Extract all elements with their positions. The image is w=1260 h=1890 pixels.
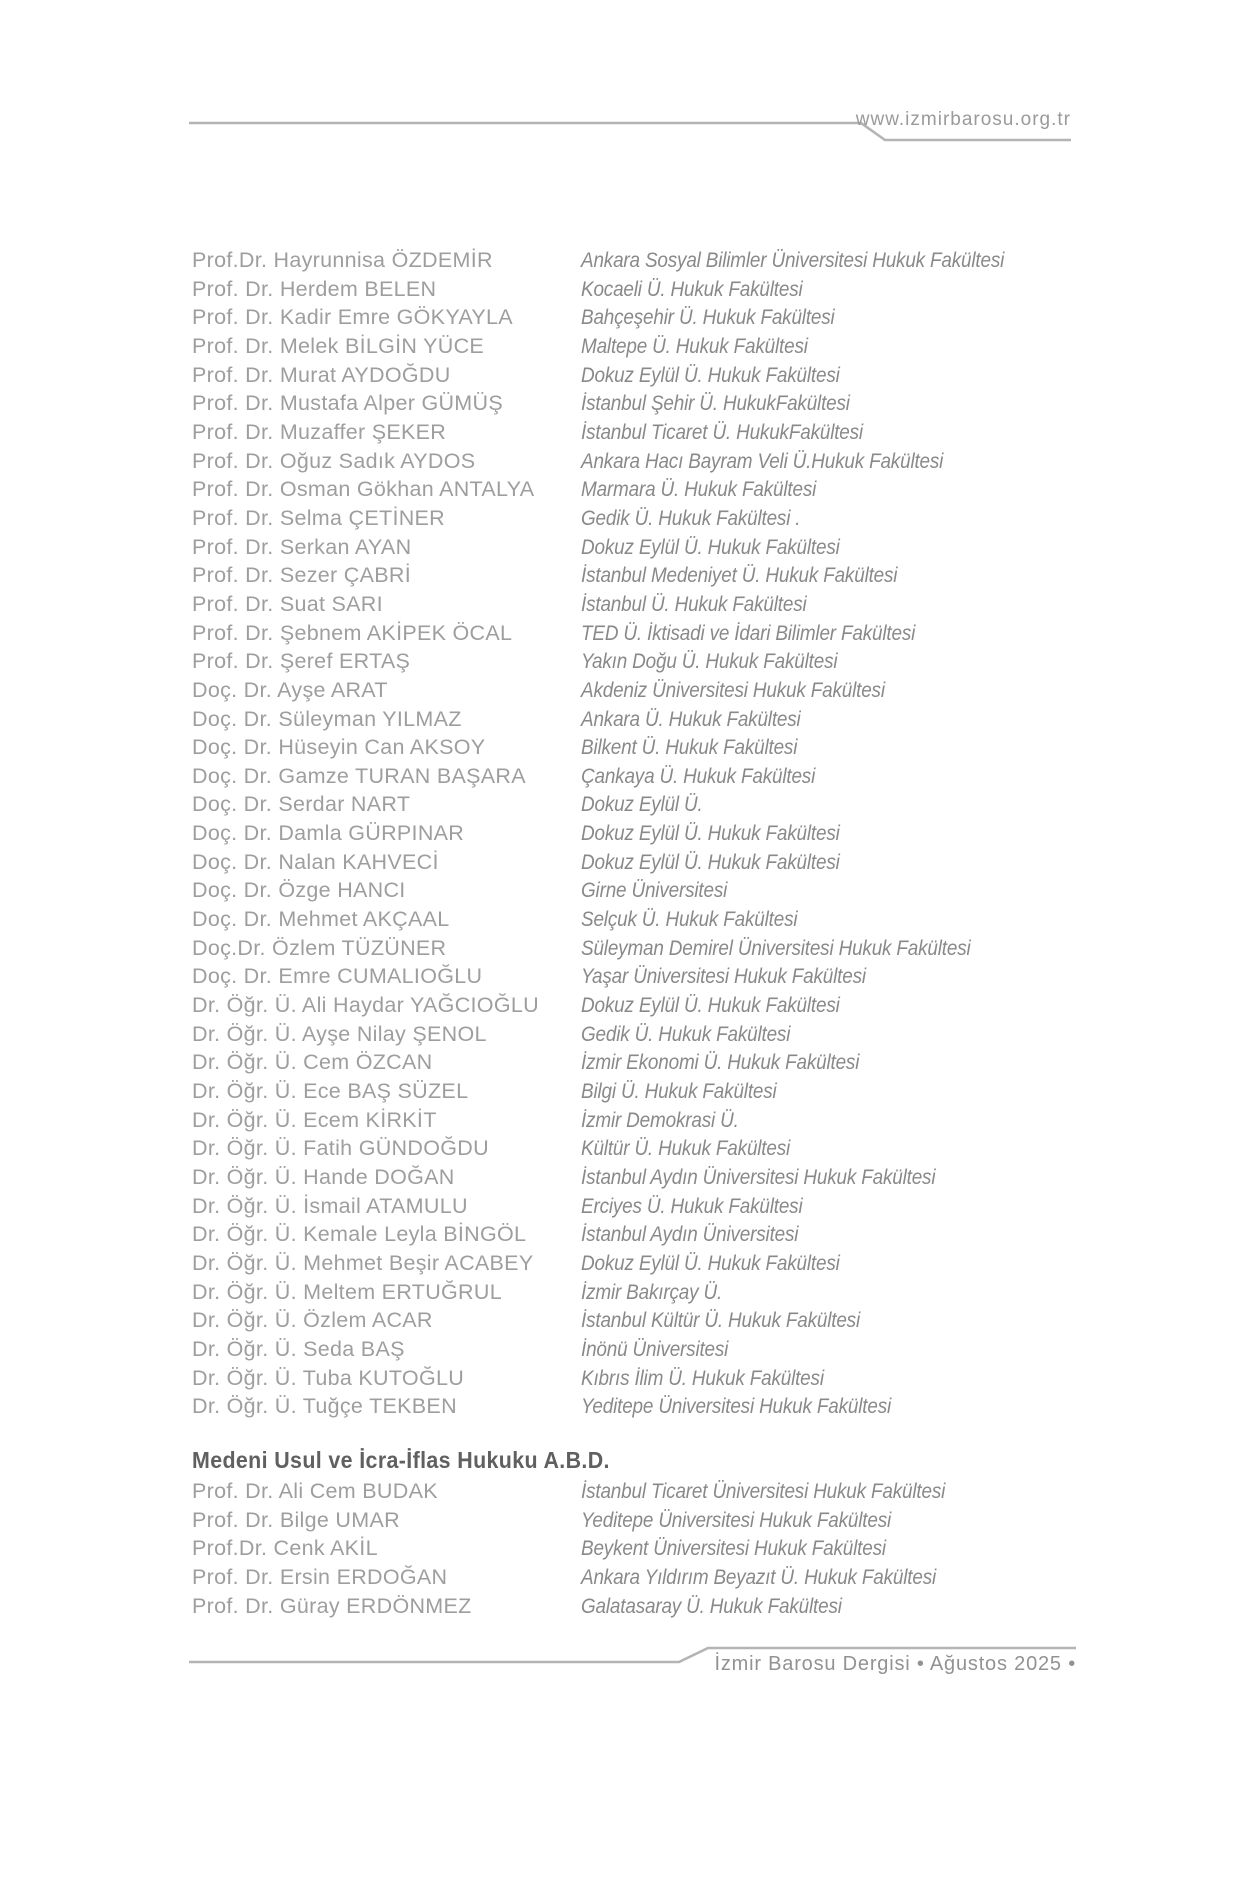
faculty-name: Prof. Dr. Sezer ÇABRİ [192, 563, 411, 588]
faculty-row [192, 878, 1062, 907]
faculty-name: Prof. Dr. Selma ÇETİNER [192, 505, 446, 530]
faculty-affiliation: Bilkent Ü. Hukuk Fakültesi [581, 735, 798, 760]
faculty-name: Prof. Dr. Melek BİLGİN YÜCE [192, 333, 485, 358]
faculty-row [192, 936, 1062, 965]
journal-footer: İzmir Barosu Dergisi • Ağustos 2025 • [714, 1653, 1076, 1675]
faculty-row [192, 993, 1062, 1022]
faculty-row [192, 248, 1062, 277]
faculty-row [192, 1565, 995, 1594]
faculty-name: Dr. Öğr. Ü. Fatih GÜNDOĞDU [192, 1136, 489, 1161]
faculty-name: Prof. Dr. Ersin ERDOĞAN [192, 1564, 448, 1589]
faculty-affiliation: İstanbul Medeniyet Ü. Hukuk Fakültesi [581, 563, 898, 588]
faculty-row [192, 792, 1062, 821]
faculty-name: Doç. Dr. Nalan KAHVECİ [192, 849, 439, 874]
faculty-name: Prof. Dr. Serkan AYAN [192, 534, 412, 559]
faculty-name: Dr. Öğr. Ü. Kemale Leyla BİNGÖL [192, 1222, 527, 1247]
faculty-row [192, 1394, 1062, 1423]
faculty-name: Dr. Öğr. Ü. Tuğçe TEKBEN [192, 1394, 457, 1419]
faculty-name: Prof.Dr. Hayrunnisa ÖZDEMİR [192, 248, 493, 272]
faculty-affiliation: Dokuz Eylül Ü. Hukuk Fakültesi [581, 821, 840, 846]
faculty-name: Doç.Dr. Özlem TÜZÜNER [192, 935, 447, 960]
faculty-row [192, 735, 1062, 764]
faculty-row [192, 1079, 1062, 1108]
faculty-row [192, 821, 1062, 850]
faculty-affiliation: Dokuz Eylül Ü. Hukuk Fakültesi [581, 993, 840, 1018]
faculty-row [192, 1022, 1062, 1051]
faculty-affiliation: Marmara Ü. Hukuk Fakültesi [581, 477, 817, 502]
faculty-affiliation: Yeditepe Üniversitesi Hukuk Fakültesi [581, 1507, 892, 1532]
faculty-name: Prof. Dr. Güray ERDÖNMEZ [192, 1593, 472, 1618]
faculty-name: Dr. Öğr. Ü. Mehmet Beşir ACABEY [192, 1250, 534, 1275]
faculty-row [192, 1280, 1062, 1309]
faculty-row [192, 477, 1062, 506]
faculty-affiliation: İzmir Ekonomi Ü. Hukuk Fakültesi [581, 1050, 860, 1075]
faculty-affiliation: Bilgi Ü. Hukuk Fakültesi [581, 1079, 777, 1104]
faculty-affiliation: İzmir Demokrasi Ü. [581, 1107, 739, 1132]
faculty-affiliation: Gedik Ü. Hukuk Fakültesi . [581, 505, 801, 530]
faculty-affiliation: İstanbul Aydın Üniversitesi [581, 1222, 799, 1247]
faculty-row [192, 1194, 1062, 1223]
faculty-row [192, 1050, 1062, 1079]
faculty-affiliation: Dokuz Eylül Ü. Hukuk Fakültesi [581, 849, 840, 874]
faculty-name: Dr. Öğr. Ü. Meltem ERTUĞRUL [192, 1279, 502, 1304]
faculty-affiliation: Akdeniz Üniversitesi Hukuk Fakültesi [581, 677, 885, 702]
faculty-name: Prof. Dr. Ali Cem BUDAK [192, 1479, 438, 1503]
faculty-name: Dr. Öğr. Ü. Özlem ACAR [192, 1308, 433, 1333]
faculty-name: Doç. Dr. Süleyman YILMAZ [192, 706, 462, 731]
faculty-affiliation: Galatasaray Ü. Hukuk Fakültesi [581, 1593, 842, 1618]
faculty-name: Dr. Öğr. Ü. İsmail ATAMULU [192, 1193, 468, 1218]
faculty-affiliation: İstanbul Aydın Üniversitesi Hukuk Fakültesi [581, 1165, 936, 1189]
faculty-name: Prof. Dr. Muzaffer ŞEKER [192, 419, 447, 444]
faculty-affiliation: Dokuz Eylül Ü. Hukuk Fakültesi [581, 1250, 840, 1275]
faculty-row [192, 1108, 1062, 1137]
faculty-name: Dr. Öğr. Ü. Seda BAŞ [192, 1336, 405, 1361]
faculty-row [192, 621, 1062, 650]
faculty-name: Prof. Dr. Oğuz Sadık AYDOS [192, 448, 476, 473]
section-faculty-list [192, 1479, 995, 1622]
faculty-name: Prof. Dr. Şeref ERTAŞ [192, 649, 411, 674]
faculty-name: Doç. Dr. Özge HANCI [192, 878, 406, 903]
faculty-name: Prof.Dr. Cenk AKİL [192, 1536, 378, 1561]
faculty-affiliation: İstanbul Kültür Ü. Hukuk Fakültesi [581, 1308, 861, 1333]
faculty-name: Doç. Dr. Mehmet AKÇAAL [192, 907, 450, 932]
faculty-name: Prof. Dr. Murat AYDOĞDU [192, 362, 451, 387]
faculty-affiliation: TED Ü. İktisadi ve İdari Bilimler Fakültesi [581, 620, 916, 645]
faculty-row [192, 678, 1062, 707]
faculty-name: Doç. Dr. Serdar NART [192, 792, 411, 817]
section-title: Medeni Usul ve İcra-İflas Hukuku A.B.D. [192, 1447, 610, 1473]
faculty-name: Dr. Öğr. Ü. Ayşe Nilay ŞENOL [192, 1021, 487, 1046]
faculty-affiliation: Süleyman Demirel Üniversitesi Hukuk Fakültesi [581, 935, 971, 960]
faculty-name: Doç. Dr. Ayşe ARAT [192, 677, 388, 702]
faculty-affiliation: Ankara Sosyal Bilimler Üniversitesi Hukuk Fakültesi [581, 248, 1005, 272]
faculty-name: Doç. Dr. Hüseyin Can AKSOY [192, 735, 486, 760]
faculty-affiliation: Gedik Ü. Hukuk Fakültesi [581, 1021, 791, 1046]
faculty-list [192, 248, 1062, 1423]
faculty-affiliation: Maltepe Ü. Hukuk Fakültesi [581, 333, 808, 358]
faculty-row [192, 420, 1062, 449]
faculty-affiliation: Kocaeli Ü. Hukuk Fakültesi [581, 276, 803, 301]
faculty-affiliation: Ankara Ü. Hukuk Fakültesi [581, 706, 801, 731]
faculty-affiliation: Girne Üniversitesi [581, 878, 728, 903]
faculty-row [192, 1136, 1062, 1165]
faculty-row [192, 391, 1062, 420]
faculty-row [192, 764, 1062, 793]
faculty-row [192, 1594, 995, 1623]
faculty-name: Doç. Dr. Emre CUMALIOĞLU [192, 964, 483, 989]
faculty-affiliation: Kültür Ü. Hukuk Fakültesi [581, 1136, 791, 1161]
faculty-affiliation: Bahçeşehir Ü. Hukuk Fakültesi [581, 305, 835, 330]
faculty-row [192, 707, 1062, 736]
faculty-row [192, 850, 1062, 879]
faculty-row [192, 305, 1062, 334]
faculty-name: Dr. Öğr. Ü. Tuba KUTOĞLU [192, 1365, 465, 1390]
faculty-affiliation: Dokuz Eylül Ü. [581, 792, 703, 817]
faculty-row [192, 1508, 995, 1537]
faculty-affiliation: Yeditepe Üniversitesi Hukuk Fakültesi [581, 1394, 892, 1419]
faculty-row [192, 277, 1062, 306]
faculty-affiliation: Ankara Yıldırım Beyazıt Ü. Hukuk Fakültesi [581, 1564, 937, 1589]
faculty-name: Prof. Dr. Kadir Emre GÖKYAYLA [192, 305, 513, 330]
faculty-row [192, 649, 1062, 678]
faculty-row [192, 506, 1062, 535]
faculty-name: Prof. Dr. Suat SARI [192, 591, 383, 616]
faculty-row [192, 1536, 995, 1565]
faculty-affiliation: İzmir Bakırçay Ü. [581, 1279, 723, 1304]
faculty-row [192, 563, 1062, 592]
faculty-row [192, 363, 1062, 392]
faculty-row [192, 1337, 1062, 1366]
faculty-name: Prof. Dr. Şebnem AKİPEK ÖCAL [192, 620, 513, 645]
faculty-affiliation: Kıbrıs İlim Ü. Hukuk Fakültesi [581, 1365, 824, 1390]
faculty-row [192, 964, 1062, 993]
faculty-row [192, 334, 1062, 363]
faculty-affiliation: İstanbul Şehir Ü. HukukFakültesi [581, 391, 850, 416]
faculty-name: Dr. Öğr. Ü. Ece BAŞ SÜZEL [192, 1079, 469, 1104]
faculty-affiliation: İstanbul Ü. Hukuk Fakültesi [581, 591, 807, 616]
faculty-name: Prof. Dr. Herdem BELEN [192, 276, 437, 301]
faculty-row [192, 1222, 1062, 1251]
faculty-affiliation: Beykent Üniversitesi Hukuk Fakültesi [581, 1536, 886, 1561]
faculty-affiliation: Erciyes Ü. Hukuk Fakültesi [581, 1193, 803, 1218]
faculty-affiliation: İstanbul Ticaret Üniversitesi Hukuk Fakültesi [581, 1479, 946, 1503]
faculty-row [192, 535, 1062, 564]
faculty-name: Doç. Dr. Gamze TURAN BAŞARA [192, 763, 526, 788]
faculty-affiliation: Yakın Doğu Ü. Hukuk Fakültesi [581, 649, 838, 674]
faculty-row [192, 592, 1062, 621]
faculty-name: Prof. Dr. Mustafa Alper GÜMÜŞ [192, 391, 503, 416]
faculty-row [192, 449, 1062, 478]
faculty-row [192, 1479, 995, 1508]
faculty-name: Dr. Öğr. Ü. Ecem KİRKİT [192, 1107, 437, 1132]
faculty-affiliation: Dokuz Eylül Ü. Hukuk Fakültesi [581, 362, 840, 387]
faculty-name: Doç. Dr. Damla GÜRPINAR [192, 821, 465, 846]
faculty-affiliation: Selçuk Ü. Hukuk Fakültesi [581, 907, 798, 932]
faculty-name: Dr. Öğr. Ü. Cem ÖZCAN [192, 1050, 433, 1075]
faculty-row [192, 1308, 1062, 1337]
faculty-name: Dr. Öğr. Ü. Ali Haydar YAĞCIOĞLU [192, 993, 539, 1018]
site-url: www.izmirbarosu.org.tr [855, 109, 1071, 130]
faculty-affiliation: İstanbul Ticaret Ü. HukukFakültesi [581, 419, 863, 444]
faculty-name: Dr. Öğr. Ü. Hande DOĞAN [192, 1165, 455, 1189]
faculty-affiliation: Yaşar Üniversitesi Hukuk Fakültesi [581, 964, 866, 989]
faculty-affiliation: Ankara Hacı Bayram Veli Ü.Hukuk Fakültesi [581, 448, 944, 473]
faculty-affiliation: İnönü Üniversitesi [581, 1336, 729, 1361]
faculty-affiliation: Dokuz Eylül Ü. Hukuk Fakültesi [581, 534, 840, 559]
faculty-row [192, 1165, 1062, 1194]
faculty-affiliation: Çankaya Ü. Hukuk Fakültesi [581, 763, 816, 788]
faculty-row [192, 1251, 1062, 1280]
faculty-name: Prof. Dr. Bilge UMAR [192, 1507, 400, 1532]
faculty-row [192, 1366, 1062, 1395]
faculty-name: Prof. Dr. Osman Gökhan ANTALYA [192, 477, 535, 502]
faculty-row [192, 907, 1062, 936]
